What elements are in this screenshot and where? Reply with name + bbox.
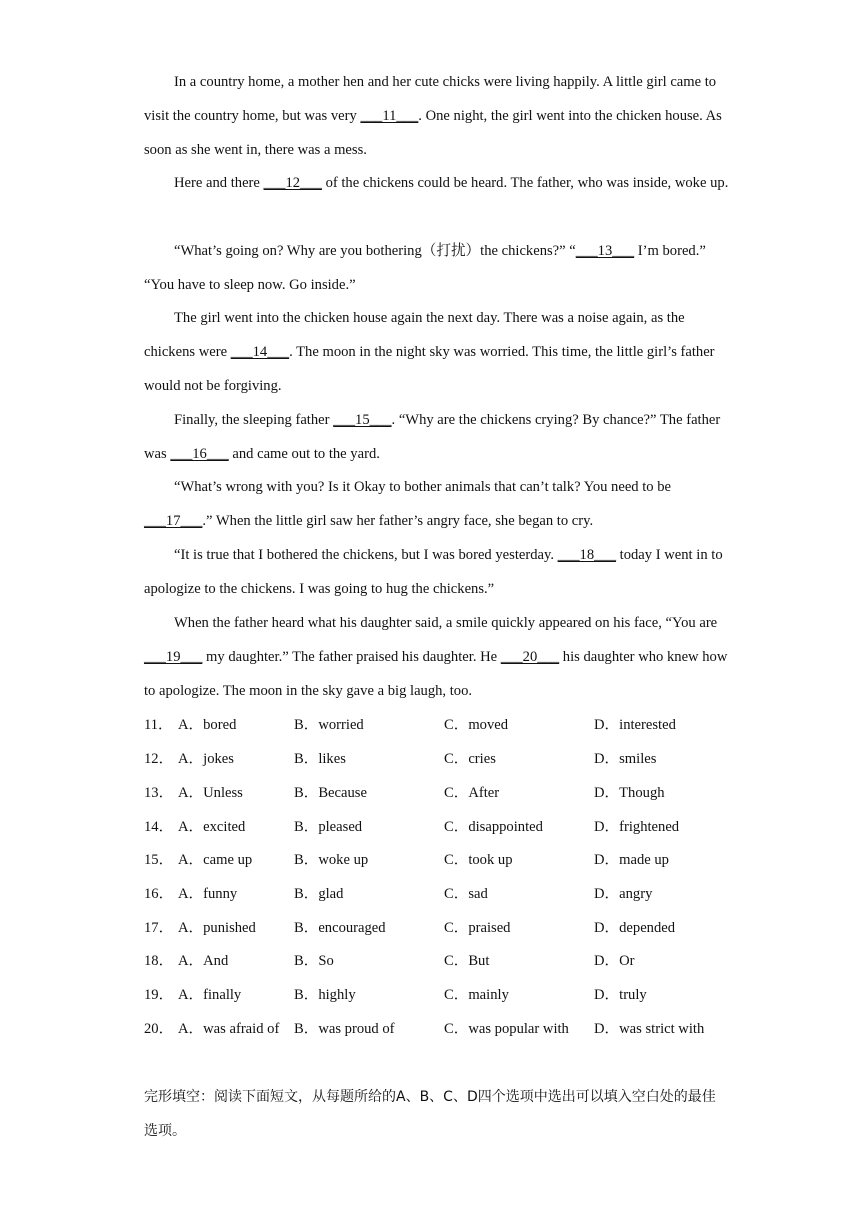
passage-paragraph-3 [144, 235, 734, 303]
option-c: C．moved [444, 717, 509, 733]
option-a: A．was afraid of [178, 1021, 280, 1037]
question-row [144, 944, 744, 978]
blank-20: ___20___ [500, 648, 560, 665]
question-number: 16． [144, 886, 174, 902]
paragraph-text: I’m bored.” “You have to sleep now. Go inside.” [144, 243, 706, 293]
option-c: C．But [444, 953, 490, 969]
option-d: D．Or [594, 953, 635, 969]
option-b: B．So [294, 953, 334, 969]
option-c: C．praised [444, 920, 511, 936]
paragraph-text: of the chickens could be heard. The father, who was inside, woke up. [321, 175, 729, 191]
option-d: D．was strict with [594, 1021, 705, 1037]
option-d: D．frightened [594, 819, 680, 835]
passage-paragraph-2 [144, 167, 734, 201]
paragraph-text: The girl went into the chicken house again the next day. There was a noise again, as the chickens were [144, 310, 685, 360]
option-c: C．mainly [444, 987, 509, 1003]
option-a: A．Unless [178, 785, 243, 801]
question-row [144, 1012, 744, 1046]
question-row [144, 877, 744, 911]
option-a: A．funny [178, 886, 238, 902]
option-b: B．pleased [294, 819, 363, 835]
passage-paragraph-1 [144, 66, 734, 167]
option-c: C．disappointed [444, 819, 543, 835]
passage-paragraph-8 [144, 607, 734, 708]
paragraph-text: today I went in to apologize to the chickens. I was going to hug the chickens.” [144, 547, 723, 597]
option-d: D．Though [594, 785, 665, 801]
paragraph-text: “What’s going on? Why are you bothering（打扰）the chickens?” “ [174, 243, 576, 259]
blank-13: ___13___ [575, 243, 635, 259]
paragraph-text: When the father heard what his daughter said, a smile quickly appeared on his face, “You are [174, 615, 718, 631]
option-d: D．truly [594, 987, 647, 1003]
cloze-instruction: 完形填空：阅读下面短文，从每题所给的A、B、C、D四个选项中选出可以填入空白处的最佳选项。 [144, 1089, 716, 1139]
option-a: A．bored [178, 717, 237, 733]
option-a: A．jokes [178, 751, 234, 767]
question-number: 11． [144, 717, 173, 733]
paragraph-text: . One night, the girl went into the chicken house. As soon as she went in, there was a mess. [144, 107, 722, 158]
passage-paragraph-7 [144, 539, 734, 607]
paragraph-text: “What’s wrong with you? Is it Okay to bother animals that can’t talk? You need to be [174, 479, 672, 495]
option-d: D．interested [594, 717, 676, 733]
question-number: 13． [144, 785, 174, 801]
question-number: 18． [144, 953, 174, 969]
option-a: A．finally [178, 987, 242, 1003]
blank-16: ___16___ [170, 445, 229, 462]
passage-paragraph-6 [144, 471, 734, 539]
question-row [144, 776, 744, 810]
blank-19: ___19___ [144, 648, 203, 665]
passage-paragraph-5 [144, 404, 734, 472]
option-b: B．glad [294, 886, 344, 902]
option-c: C．cries [444, 751, 496, 767]
option-a: A．punished [178, 920, 256, 936]
option-d: D．smiles [594, 751, 657, 767]
paragraph-text: Here and there [174, 175, 264, 191]
question-row [144, 911, 744, 945]
option-c: C．took up [444, 852, 513, 868]
paragraph-text: . The moon in the night sky was worried. This time, the little girl’s father would not be forgiving. [144, 343, 715, 394]
option-b: B．Because [294, 785, 367, 801]
question-number: 14． [144, 819, 174, 835]
question-row [144, 843, 744, 877]
paragraph-text: his daughter who knew how to apologize. The moon in the sky gave a big laugh, too. [144, 648, 728, 699]
option-b: B．woke up [294, 852, 369, 868]
paragraph-text: Finally, the sleeping father [174, 412, 334, 428]
option-b: B．encouraged [294, 920, 386, 936]
paragraph-text: “It is true that I bothered the chickens, but I was bored yesterday. [174, 547, 558, 563]
option-d: D．depended [594, 920, 676, 936]
question-number: 12． [144, 751, 174, 767]
question-number: 20． [144, 1021, 174, 1037]
question-number: 19． [144, 987, 174, 1003]
question-number: 17． [144, 920, 174, 936]
option-d: D．made up [594, 852, 669, 868]
passage-paragraph-4 [144, 302, 734, 403]
option-b: B．was proud of [294, 1021, 395, 1037]
option-c: C．After [444, 785, 500, 801]
blank-15: ___15___ [333, 412, 392, 428]
paragraph-text: In a country home, a mother hen and her cute chicks were living happily. A little girl came to visit the country home, but was very [144, 74, 717, 124]
question-row [144, 978, 744, 1012]
option-a: A．came up [178, 852, 253, 868]
blank-18: ___18___ [557, 547, 617, 563]
blank-11: ___11___ [360, 107, 419, 124]
option-d: D．angry [594, 886, 653, 902]
question-row [144, 708, 744, 742]
blank-12: ___12___ [263, 175, 322, 191]
option-b: B．worried [294, 717, 364, 733]
paragraph-text: .” When the little girl saw her father’s angry face, she began to cry. [202, 512, 594, 529]
option-c: C．sad [444, 886, 488, 902]
option-a: A．And [178, 953, 229, 969]
blank-14: ___14___ [230, 343, 290, 360]
question-row [144, 742, 744, 776]
question-row [144, 810, 744, 844]
paragraph-text: and came out to the yard. [228, 445, 380, 462]
option-c: C．was popular with [444, 1021, 569, 1037]
option-a: A．excited [178, 819, 246, 835]
paragraph-text: . “Why are the chickens crying? By chance?” The father was [144, 412, 721, 462]
blank-17: ___17___ [144, 512, 203, 529]
option-b: B．likes [294, 751, 346, 767]
question-number: 15． [144, 852, 174, 868]
paragraph-text: my daughter.” The father praised his daughter. He [202, 648, 501, 665]
option-b: B．highly [294, 987, 356, 1003]
